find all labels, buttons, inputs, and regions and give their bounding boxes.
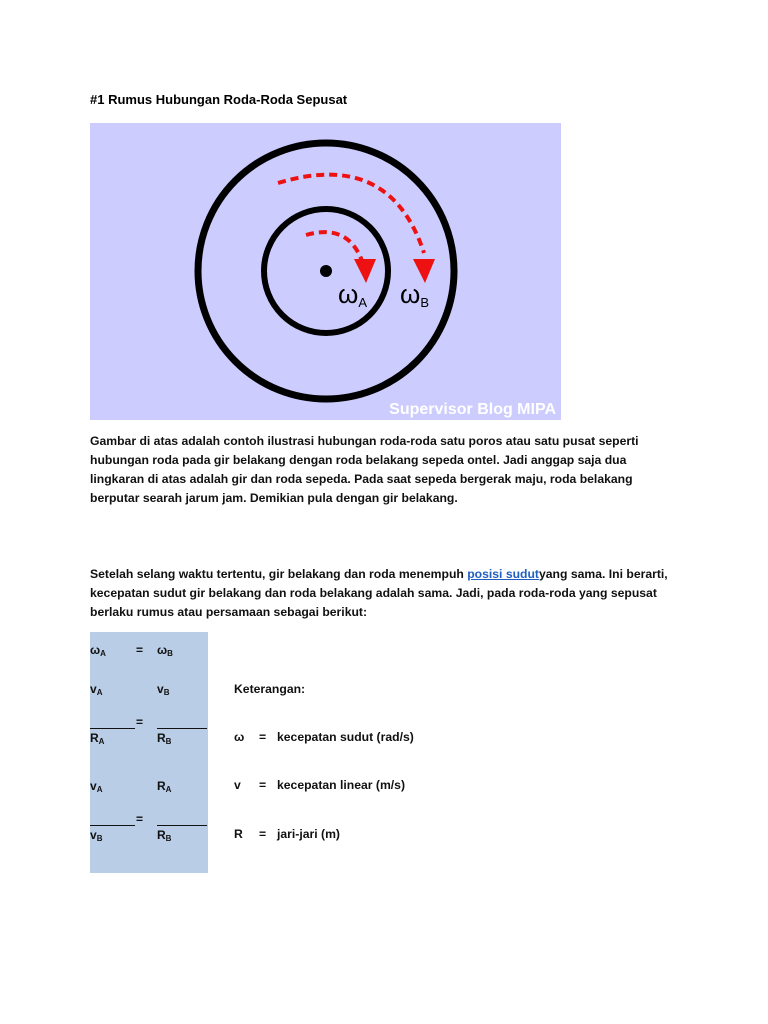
formula-v-a-numerator: $v_A$	[90, 682, 103, 697]
legend-equals: =	[259, 730, 267, 744]
omega-a-label: ωA	[338, 279, 367, 310]
formula-r-b-denominator-2: $R_B$	[157, 828, 172, 843]
formula-equals-2: =	[136, 715, 144, 729]
section-heading: #1 Rumus Hubungan Roda-Roda Sepusat	[90, 92, 348, 107]
formula-r-a-numerator-2: $R_A$	[157, 779, 172, 794]
legend-symbol: ω	[234, 730, 245, 744]
formula-box	[90, 632, 208, 873]
formula-v-b-denominator-2: $v_B$	[90, 828, 103, 843]
wheels-diagram	[90, 123, 561, 420]
omega-b-label: ωB	[400, 279, 429, 310]
legend-description: kecepatan sudut (rad/s)	[277, 730, 414, 744]
legend-description: jari-jari (m)	[277, 827, 340, 841]
fraction-line-1a	[90, 728, 135, 729]
fraction-line-2b	[157, 825, 207, 826]
legend-symbol: R	[234, 827, 243, 841]
center-axle-dot	[320, 265, 332, 277]
formula-omega-b: $\omega_B$	[157, 643, 173, 658]
formula-v-a-numerator-2: $v_A$	[90, 779, 103, 794]
formula-r-b-denominator: $R_B$	[157, 731, 172, 746]
formula-r-a-denominator: $R_A$	[90, 731, 105, 746]
formula-equals-3: =	[136, 812, 144, 826]
paragraph-rule	[90, 565, 680, 622]
legend-equals: =	[259, 778, 267, 792]
posisi-sudut-link[interactable]: posisi sudut	[467, 567, 539, 581]
legend-symbol: v	[234, 778, 241, 792]
legend-equals: =	[259, 827, 267, 841]
formula-omega-a: $\omega_A$	[90, 643, 106, 658]
paragraph-text-before: Setelah selang waktu tertentu, gir belakang dan roda menempuh	[90, 567, 468, 581]
paragraph-text-after: yang sama. Ini berarti, kecepatan sudut gir belakang dan roda belakang adalah sama. Jadi, pada roda-roda yang sepusat berlaku rumus atau persamaan sebagai berikut:	[90, 567, 668, 619]
legend-description: kecepatan linear (m/s)	[277, 778, 406, 792]
fraction-line-2a	[90, 825, 135, 826]
formula-equals-1: =	[136, 643, 144, 657]
inner-rotation-arrow	[306, 232, 362, 261]
watermark: Supervisor Blog MIPA	[389, 401, 556, 418]
legend-title: Keterangan:	[234, 682, 306, 696]
formula-v-b-numerator: $v_B$	[157, 682, 170, 697]
fraction-line-1b	[157, 728, 207, 729]
concentric-wheels-figure	[90, 123, 561, 420]
paragraph-description: Gambar di atas adalah contoh ilustrasi hubungan roda-roda satu poros atau satu pusat seperti hubungan roda pada gir belakang dengan roda belakang sepeda ontel. Jadi anggap saja dua lingkaran di atas adalah gir dan roda sepeda. Pada saat sepeda bergerak maju, roda belakang berputar searah jarum jam. Demikian pula dengan gir belakang.	[90, 434, 639, 505]
